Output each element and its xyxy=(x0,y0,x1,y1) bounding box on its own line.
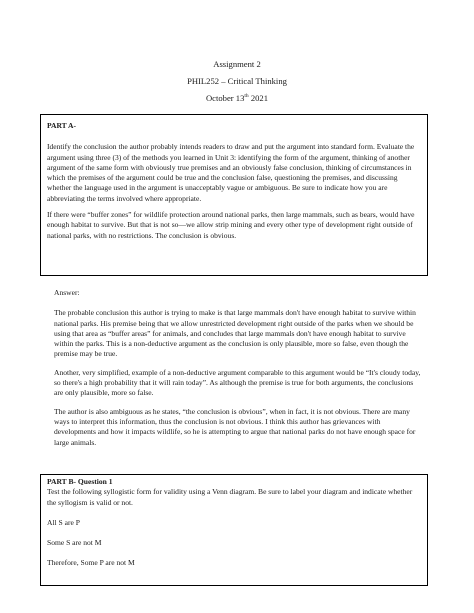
document-header xyxy=(0,56,474,107)
part-a-passage: If there were “buffer zones” for wildlife protection around national parks, then large mammals, such as bears, would have enough habitat to survive. But that is not so—we allow strip mining and every other type of development right outside of national parks, with no restrictions. The conclusion is obvious. xyxy=(47,210,415,240)
answer-section xyxy=(54,288,424,456)
answer-paragraph: Another, very simplified, example of a non-deductive argument comparable to this argument would be “It's cloudy today, so there's a high probability that it will rain today”. As although the premise is true for both arguments, the conclusions are only plausible, more so false. xyxy=(54,367,421,398)
answer-paragraph: The author is also ambiguous as he states, “the conclusion is obvious”, when in fact, it is not obvious. There are many ways to interpret this information, thus the conclusion is not obvious. I think this author has grievances with developments and how it impacts wildlife, so he is attempting to argue that national parks do not have enough space for large animals. xyxy=(54,406,416,447)
syllogism-premise: Some S are not M xyxy=(47,538,102,548)
part-a-instructions: Identify the conclusion the author probably intends readers to draw and put the argument into standard form. Evaluate the argument using three (3) of the methods you learned in Unit 3: identifying the form of the argument, thinking of another argument of the same form with obviously true premises and an obviously false conclusion, thinking of circumstances in which the premises of the argument could be true and the conclusion false, questioning the premises, and discussing whether the language used in the argument is unacceptably vague or ambiguous. Be sure to indicate how you are abbreviating the terms involved where appropriate. xyxy=(47,142,415,203)
syllogism-premise: All S are P xyxy=(47,517,80,527)
part-b-title: PART B- Question 1 xyxy=(47,477,113,486)
syllogism-conclusion: Therefore, Some P are not M xyxy=(47,558,135,568)
part-a-title: PART A- xyxy=(47,121,77,130)
answer-label: Answer: xyxy=(54,288,80,297)
assignment-title: Assignment 2 xyxy=(213,59,261,69)
assignment-date: October 13th 2021 xyxy=(205,93,269,103)
answer-paragraph: The probable conclusion this author is trying to make is that large mammals don't have enough habitat to survive within national parks. His premise being that we allow unrestricted development right outside of the parks when we should be using that area as “buffer areas” for animals, and concludes that large mammals don't have enough habitat to survive within the parks. This is a non-deductive argument as the conclusion is only plausible, more so false, even though the premise may be true. xyxy=(54,308,416,359)
part-a-box xyxy=(40,114,428,276)
part-b-box xyxy=(40,474,428,586)
course-name: PHIL252 – Critical Thinking xyxy=(187,76,287,86)
part-b-instructions: Test the following syllogistic form for validity using a Venn diagram. Be sure to label your diagram and indicate whether the syllogism is valid or not. xyxy=(47,487,413,507)
